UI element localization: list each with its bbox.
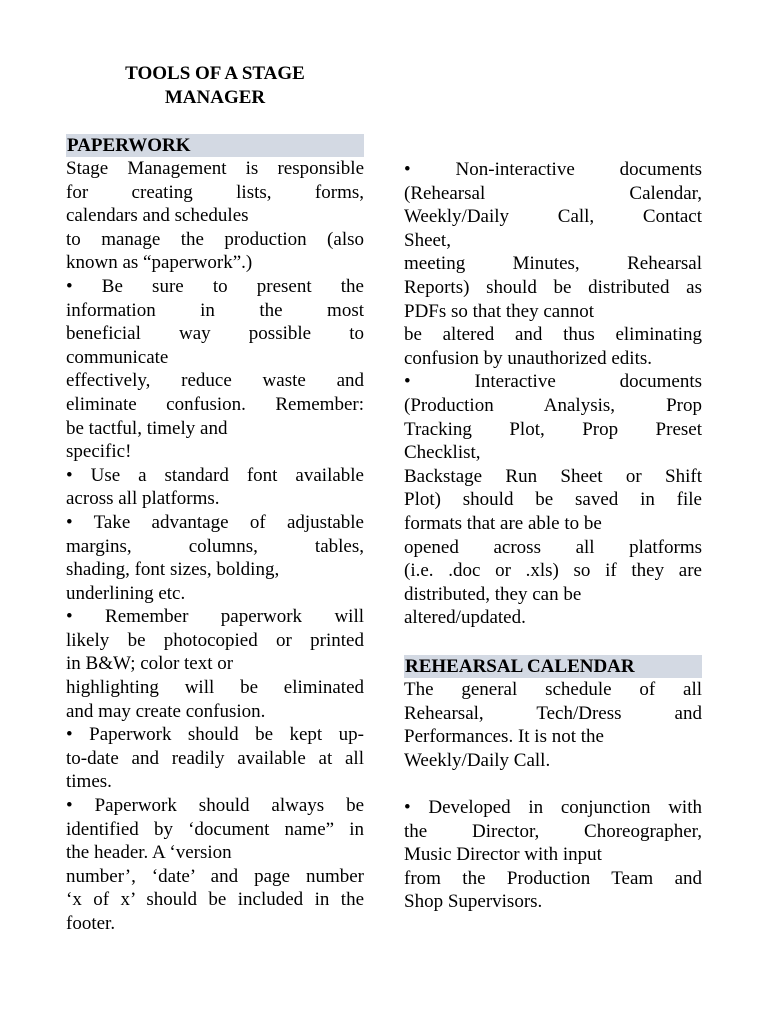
text-line: • Take advantage of adjustable <box>66 511 364 533</box>
text-line: communicate <box>66 346 169 368</box>
text-line: the header. A ‘version <box>66 842 232 864</box>
text-line: identified by ‘document name” in <box>66 818 364 840</box>
text-line: • Paperwork should be kept up- <box>66 724 364 746</box>
text-line: • Developed in conjunction with <box>404 796 702 818</box>
text-line: information in the most <box>66 299 364 321</box>
rehearsal-calendar-body <box>404 678 702 914</box>
text-line: • Be sure to present the <box>66 275 364 297</box>
text-line: shading, font sizes, bolding, <box>66 559 280 581</box>
text-line: Rehearsal, Tech/Dress and <box>404 702 702 724</box>
text-line: in B&W; color text or <box>66 653 234 675</box>
text-line: beneficial way possible to <box>66 323 364 345</box>
text-line: ‘x of x’ should be included in the <box>66 889 364 911</box>
text-line: times. <box>66 771 112 793</box>
text-line: be tactful, timely and <box>66 417 228 439</box>
text-line: confusion by unauthorized edits. <box>404 347 653 369</box>
title-line-2: MANAGER <box>164 87 266 108</box>
text-line: Music Director with input <box>404 844 602 866</box>
text-line: • Use a standard font available <box>66 464 364 486</box>
title-line-1: TOOLS OF A STAGE <box>125 63 305 84</box>
text-line: Performances. It is not the <box>404 726 604 748</box>
paragraph-gap <box>404 772 702 796</box>
text-line: for creating lists, forms, <box>66 181 364 203</box>
text-line: meeting Minutes, Rehearsal <box>404 253 702 275</box>
text-line: (Production Analysis, Prop <box>404 394 702 416</box>
text-line: Stage Management is responsible <box>66 158 364 179</box>
text-line: margins, columns, tables, <box>66 535 364 557</box>
text-line: number’, ‘date’ and page number <box>66 865 364 887</box>
text-line: Weekly/Daily Call, Contact <box>404 206 702 228</box>
left-column <box>66 134 364 936</box>
text-line: Backstage Run Sheet or Shift <box>404 465 702 487</box>
text-line: likely be photocopied or printed <box>66 629 364 651</box>
document-types-body <box>404 158 702 630</box>
right-column-rehearsal <box>404 655 702 914</box>
text-line: and may create confusion. <box>66 700 266 722</box>
text-line: The general schedule of all <box>404 679 702 700</box>
text-line: across all platforms. <box>66 488 220 510</box>
text-line: Plot) should be saved in file <box>404 489 702 511</box>
text-line: Checklist, <box>404 442 481 464</box>
text-line: calendars and schedules <box>66 205 249 227</box>
paperwork-body <box>66 157 364 936</box>
text-line: the Director, Choreographer, <box>404 820 702 842</box>
text-line: Shop Supervisors. <box>404 891 543 913</box>
text-line: (i.e. .doc or .xls) so if they are <box>404 560 702 582</box>
text-line: be altered and thus eliminating <box>404 324 702 346</box>
text-line: to-date and readily available at all <box>66 747 364 769</box>
text-line: • Non-interactive documents <box>404 159 702 180</box>
section-heading-rehearsal-calendar: REHEARSAL CALENDAR <box>404 655 702 678</box>
text-line: • Interactive documents <box>404 371 702 393</box>
document-title <box>66 62 364 110</box>
text-line: to manage the production (also <box>66 228 364 250</box>
text-line: Reports) should be distributed as <box>404 276 702 298</box>
text-line: highlighting will be eliminated <box>66 677 364 699</box>
text-line: distributed, they can be <box>404 583 582 605</box>
text-line: eliminate confusion. Remember: <box>66 393 364 415</box>
text-line: altered/updated. <box>404 607 526 629</box>
text-line: footer. <box>66 913 116 934</box>
right-column <box>404 158 702 630</box>
text-line: from the Production Team and <box>404 867 702 889</box>
text-line: effectively, reduce waste and <box>66 370 364 392</box>
text-line: known as “paperwork”.) <box>66 252 253 274</box>
text-line: (Rehearsal Calendar, <box>404 182 702 204</box>
section-heading-paperwork: PAPERWORK <box>66 134 364 157</box>
text-line: • Paperwork should always be <box>66 795 364 817</box>
text-line: specific! <box>66 441 132 463</box>
text-line: underlining etc. <box>66 582 186 604</box>
text-line: PDFs so that they cannot <box>404 300 594 322</box>
text-line: • Remember paperwork will <box>66 606 364 628</box>
text-line: Sheet, <box>404 229 451 251</box>
text-line: Tracking Plot, Prop Preset <box>404 418 702 440</box>
text-line: opened across all platforms <box>404 536 702 558</box>
text-line: formats that are able to be <box>404 512 602 534</box>
text-line: Weekly/Daily Call. <box>404 749 551 771</box>
